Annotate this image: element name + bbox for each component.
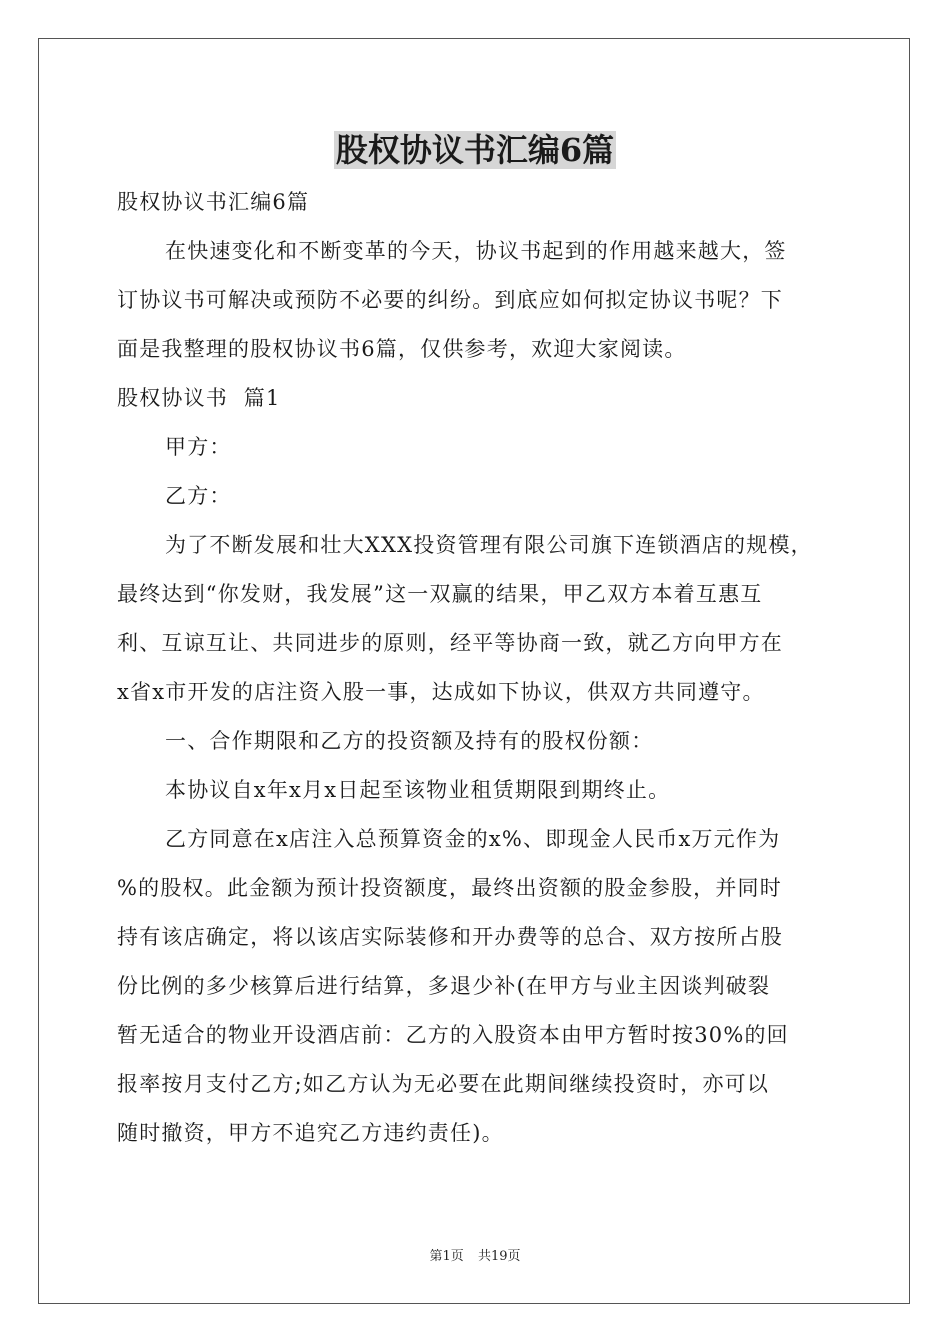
section-heading: 股权协议书 篇1: [117, 386, 281, 410]
page-number: 第1页: [429, 1249, 464, 1264]
document-title: [0, 128, 950, 172]
investment-line-7: 随时撤资，甲方不追究乙方违约责任)。: [117, 1121, 504, 1145]
intro-line-3: 面是我整理的股权协议书6篇，仅供参考，欢迎大家阅读。: [117, 337, 687, 361]
subtitle-line: 股权协议书汇编6篇: [117, 190, 310, 214]
page-footer: [0, 1248, 950, 1266]
party-a-label: 甲方：: [165, 435, 232, 459]
page-total: 共19页: [477, 1249, 521, 1264]
intro-line-2: 订协议书可解决或预防不必要的纠纷。到底应如何拟定协议书呢？下: [117, 288, 783, 312]
investment-line-2: %的股权。此金额为预计投资额度，最终出资额的股金参股，并同时: [117, 876, 782, 900]
purpose-line-1: 为了不断发展和壮大XXX投资管理有限公司旗下连锁酒店的规模，: [165, 533, 813, 557]
intro-line-1: 在快速变化和不断变革的今天，协议书起到的作用越来越大，签: [165, 239, 787, 263]
document-title-text: 股权协议书汇编6篇: [335, 131, 615, 169]
investment-line-4: 份比例的多少核算后进行结算，多退少补(在甲方与业主因谈判破裂: [117, 974, 771, 998]
clause-heading-1: 一、合作期限和乙方的投资额及持有的股权份额：: [165, 729, 654, 753]
document-body: [117, 178, 837, 1158]
purpose-line-4: x省x市开发的店注资入股一事，达成如下协议，供双方共同遵守。: [117, 680, 765, 704]
investment-line-5: 暂无适合的物业开设酒店前：乙方的入股资本由甲方暂时按30%的回: [117, 1023, 789, 1047]
purpose-line-3: 利、互谅互让、共同进步的原则，经平等协商一致，就乙方向甲方在: [117, 631, 783, 655]
investment-line-3: 持有该店确定，将以该店实际装修和开办费等的总合、双方按所占股: [117, 925, 783, 949]
purpose-line-2: 最终达到“你发财，我发展”这一双赢的结果，甲乙双方本着互惠互: [117, 582, 763, 606]
investment-line-6: 报率按月支付乙方;如乙方认为无必要在此期间继续投资时，亦可以: [117, 1072, 770, 1096]
term-line: 本协议自x年x月x日起至该物业租赁期限到期终止。: [165, 778, 671, 802]
party-b-label: 乙方：: [165, 484, 232, 508]
investment-line-1: 乙方同意在x店注入总预算资金的x%、即现金人民币x万元作为: [165, 827, 781, 851]
